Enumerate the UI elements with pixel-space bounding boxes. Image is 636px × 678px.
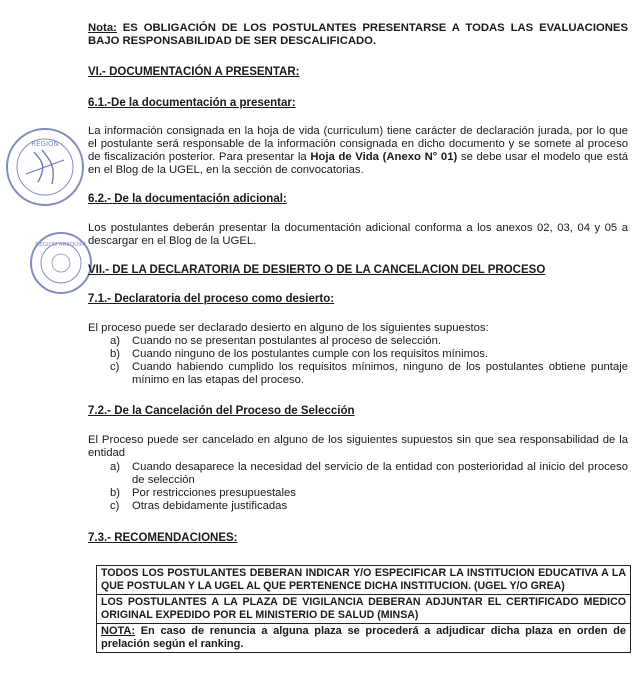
note-label: Nota: — [88, 22, 117, 34]
recommendation-note-row — [97, 623, 630, 652]
list-item — [110, 335, 628, 348]
recommendations-box — [96, 565, 631, 653]
list-item — [110, 500, 628, 513]
list-item-text: Otras debidamente justificadas — [132, 500, 288, 512]
list-marker: c) — [110, 361, 120, 373]
list-item-text: Cuando habiendo cumplido los requisitos mínimos, ninguno de los postulantes obtiene puntaje mínimo en las etapas del proceso. — [132, 361, 628, 386]
seal-stamp-upper — [6, 128, 84, 206]
list-item-text: Por restricciones presupuestales — [132, 487, 296, 499]
list-item — [110, 361, 628, 387]
list-item-text: Cuando no se presentan postulantes al proceso de selección. — [132, 335, 441, 347]
section-6-1-title: 6.1.-De la documentación a presentar: — [88, 97, 296, 109]
svg-text:REGIÓN: REGIÓN — [31, 140, 59, 148]
section-6-1-paragraph — [88, 125, 628, 177]
seal-graphic — [8, 130, 82, 204]
section-7-2-intro: El Proceso puede ser cancelado en alguno de los siguientes supuestos sin que sea responsabilidad de la entidad — [88, 434, 628, 459]
section-7-1-title: 7.1.- Declaratoria del proceso como desierto: — [88, 293, 335, 305]
section-7-3-title: 7.3.- RECOMENDACIONES: — [88, 532, 238, 544]
text-span: se debe usar el modelo que está en el Blog de la UGEL, en la sección de convocatorias. — [88, 151, 628, 176]
list-item-text: Cuando desaparece la necesidad del servicio de la entidad con posterioridad al inicio del proceso de selección — [132, 461, 628, 486]
list-marker: a) — [110, 335, 121, 347]
seal-graphic — [32, 234, 90, 292]
note-paragraph — [88, 22, 628, 48]
recommendation-note-label: NOTA: — [101, 625, 136, 637]
list-item — [110, 461, 628, 487]
seal-stamp-lower — [30, 232, 92, 294]
section-6-2-title: 6.2.- De la documentación adicional: — [88, 193, 287, 205]
recommendation-note-text: En caso de renuncia a alguna plaza se procederá a adjudicar dicha plaza en orden de prelación según el ranking. — [101, 625, 626, 650]
list-marker: a) — [110, 461, 121, 473]
section-7-2-title: 7.2.- De la Cancelación del Proceso de Selección — [88, 405, 355, 417]
section-6-title: VI.- DOCUMENTACIÓN A PRESENTAR: — [88, 66, 300, 78]
list-marker: b) — [110, 348, 121, 360]
list-marker: c) — [110, 500, 120, 512]
svg-text:REGION AREQUIPA: REGION AREQUIPA — [35, 242, 87, 248]
text-span: La información consignada en la hoja de vida (curriculum) tiene carácter de declaración jurada, por lo que el postulante será responsable de la información consignada en dicho documento y se somete al proceso de fiscalización posterior. Para presentar la — [88, 125, 628, 163]
list-item — [110, 348, 628, 361]
list-item — [110, 487, 628, 500]
section-6-2-paragraph: Los postulantes deberán presentar la documentación adicional conforma a los anexos 02, 03, 04 y 05 a descargar en el Blog de la UGEL. — [88, 222, 628, 247]
recommendation-row: LOS POSTULANTES A LA PLAZA DE VIGILANCIA DEBERAN ADJUNTAR EL CERTIFICADO MEDICO ORIGINAL EXPEDIDO POR EL MINISTERIO DE SALUD (MINSA) — [97, 594, 630, 623]
cancelacion-list — [110, 461, 628, 513]
note-text: ES OBLIGACIÓN DE LOS POSTULANTES PRESENTARSE A TODAS LAS EVALUACIONES BAJO RESPONSABILIDAD DE SER DESCALIFICADO. — [88, 22, 628, 47]
section-7-1-intro: El proceso puede ser declarado desierto en alguno de los siguientes supuestos: — [88, 322, 489, 334]
section-7-title: VII.- DE LA DECLARATORIA DE DESIERTO O DE LA CANCELACION DEL PROCESO — [88, 264, 546, 276]
desierto-list — [110, 335, 628, 387]
list-item-text: Cuando ninguno de los postulantes cumple con los requisitos mínimos. — [132, 348, 489, 360]
list-marker: b) — [110, 487, 121, 499]
hoja-de-vida-emphasis: Hoja de Vida (Anexo N° 01) — [310, 151, 458, 163]
recommendation-row: TODOS LOS POSTULANTES DEBERAN INDICAR Y/O ESPECIFICAR LA INSTITUCION EDUCATIVA A LA QUE POSTULAN Y LA UGEL AL QUE PERTENENCE DICHA INSTITUCION. (UGEL Y/O GREA) — [101, 567, 626, 592]
